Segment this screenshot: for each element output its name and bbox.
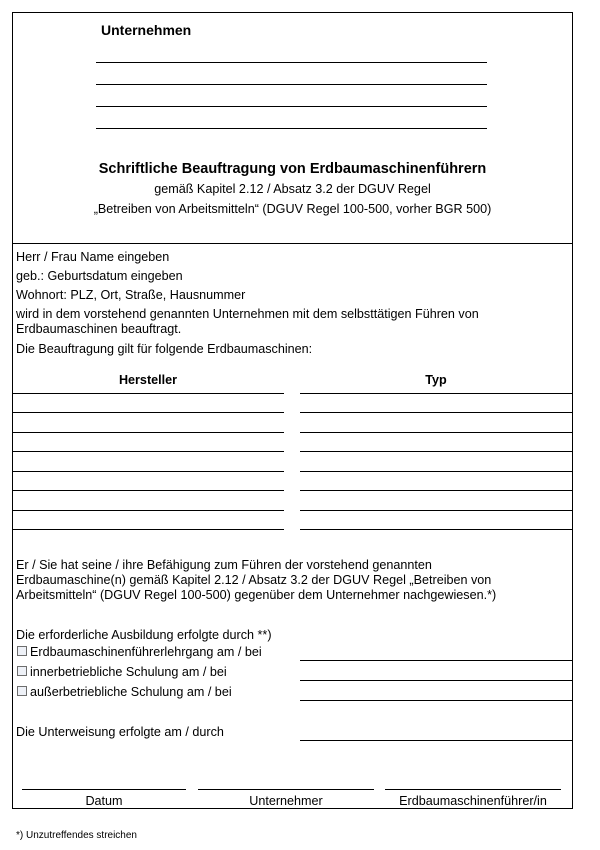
document-title: Schriftliche Beauftragung von Erdbaumaschinenführern	[98, 161, 487, 177]
footnote: *) Unzutreffendes streichen	[16, 830, 137, 841]
manufacturer-row-line[interactable]	[12, 393, 284, 394]
qualification-text: Erdbaumaschine(n) gemäß Kapitel 2.12 / Absatz 3.2 der DGUV Regel „Betreiben von	[16, 573, 492, 587]
manufacturer-row-line[interactable]	[12, 412, 284, 413]
type-row-line[interactable]	[300, 471, 572, 472]
signature-line-date[interactable]	[22, 789, 186, 790]
training-course-line[interactable]	[300, 660, 572, 661]
manufacturer-row-line[interactable]	[12, 432, 284, 433]
manufacturer-row-line[interactable]	[12, 451, 284, 452]
column-header-manufacturer: Hersteller	[118, 373, 178, 387]
manufacturer-row-line[interactable]	[12, 510, 284, 511]
type-row-line[interactable]	[300, 490, 572, 491]
qualification-text: Arbeitsmitteln“ (DGUV Regel 100-500) gegenüber dem Unternehmer nachgewiesen.*)	[16, 588, 497, 602]
assignment-text: wird in dem vorstehend genannten Unternehmen mit dem selbsttätigen Führen von	[16, 307, 479, 321]
training-option-course: Erdbaumaschinenführerlehrgang am / bei	[30, 645, 262, 659]
section-divider	[12, 243, 573, 244]
signature-label-operator: Erdbaumaschinenführer/in	[399, 794, 547, 808]
type-row-line[interactable]	[300, 412, 572, 413]
signature-label-employer: Unternehmer	[249, 794, 323, 808]
company-line[interactable]	[96, 128, 487, 129]
manufacturer-row-line[interactable]	[12, 471, 284, 472]
training-internal-line[interactable]	[300, 680, 572, 681]
training-option-internal: innerbetriebliche Schulung am / bei	[30, 665, 227, 679]
signature-line-operator[interactable]	[385, 789, 561, 790]
person-address[interactable]: Wohnort: PLZ, Ort, Straße, Hausnummer	[16, 288, 246, 302]
company-line[interactable]	[96, 62, 487, 63]
checkbox-course[interactable]	[17, 646, 27, 656]
signature-line-employer[interactable]	[198, 789, 374, 790]
machines-intro: Die Beauftragung gilt für folgende Erdbaumaschinen:	[16, 342, 313, 356]
column-header-type: Typ	[425, 373, 447, 387]
company-label: Unternehmen	[101, 22, 192, 38]
manufacturer-row-line[interactable]	[12, 490, 284, 491]
type-row-line[interactable]	[300, 393, 572, 394]
type-row-line[interactable]	[300, 510, 572, 511]
training-intro: Die erforderliche Ausbildung erfolgte durch **)	[16, 628, 272, 642]
signature-label-date: Datum	[85, 794, 123, 808]
person-birthdate[interactable]: geb.: Geburtsdatum eingeben	[16, 269, 183, 283]
assignment-text: Erdbaumaschinen beauftragt.	[16, 322, 182, 336]
type-row-line[interactable]	[300, 432, 572, 433]
type-row-line[interactable]	[300, 529, 572, 530]
document-subtitle: „Betreiben von Arbeitsmitteln“ (DGUV Regel 100-500, vorher BGR 500)	[93, 202, 492, 216]
training-external-line[interactable]	[300, 700, 572, 701]
manufacturer-row-line[interactable]	[12, 529, 284, 530]
company-line[interactable]	[96, 106, 487, 107]
instruction-line[interactable]	[300, 740, 572, 741]
person-name[interactable]: Herr / Frau Name eingeben	[16, 250, 170, 264]
company-line[interactable]	[96, 84, 487, 85]
checkbox-internal[interactable]	[17, 666, 27, 676]
instruction-label: Die Unterweisung erfolgte am / durch	[16, 725, 224, 739]
checkbox-external[interactable]	[17, 686, 27, 696]
training-option-external: außerbetriebliche Schulung am / bei	[30, 685, 232, 699]
type-row-line[interactable]	[300, 451, 572, 452]
qualification-text: Er / Sie hat seine / ihre Befähigung zum Führen der vorstehend genannten	[16, 558, 432, 572]
document-subtitle: gemäß Kapitel 2.12 / Absatz 3.2 der DGUV Regel	[154, 182, 431, 196]
